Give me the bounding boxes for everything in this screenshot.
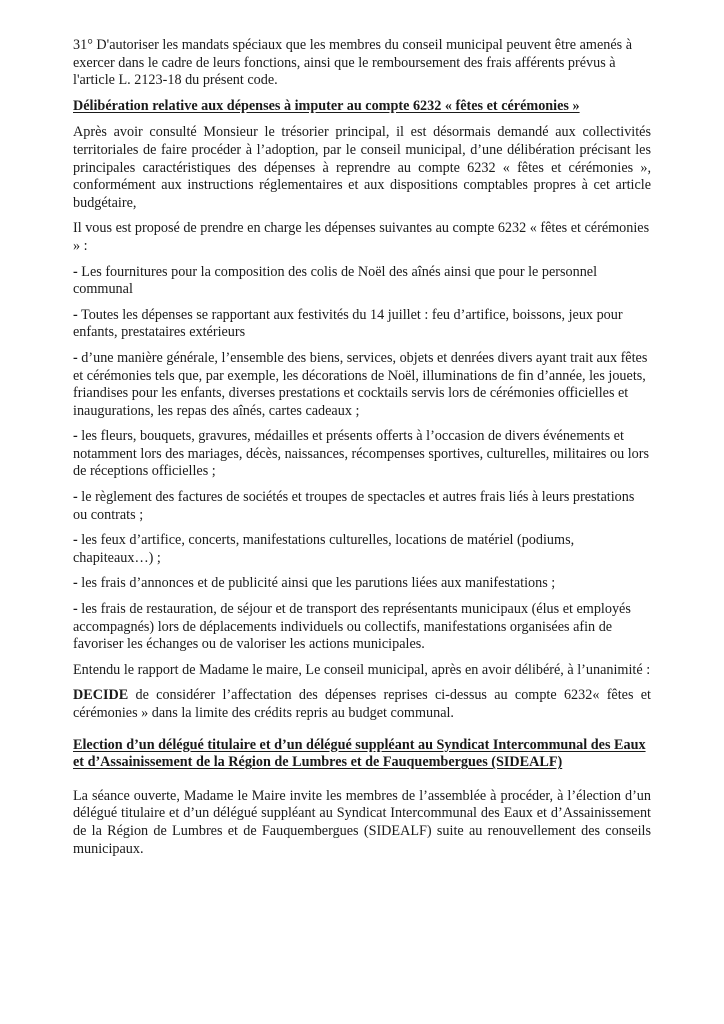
- list-item: [73, 264, 651, 299]
- list-item: [73, 532, 651, 567]
- list-item-text: les feux d’artifice, concerts, manifestations culturelles, locations de matériel (podiums, chapiteaux…) ;: [73, 532, 575, 566]
- list-dash: -: [73, 532, 78, 549]
- paragraph-decision: [73, 687, 651, 722]
- list-item-text: le règlement des factures de sociétés et troupes de spectacles et autres frais liés à leurs prestations ou contrats ;: [73, 489, 635, 523]
- document-page: [73, 37, 651, 866]
- list-item: [73, 428, 651, 481]
- list-item-text: Toutes les dépenses se rapportant aux festivités du 14 juillet : feu d’artifice, boissons, jeux pour enfants, prestataires extérieurs: [73, 306, 623, 341]
- paragraph-report: Entendu le rapport de Madame le maire, Le conseil municipal, après en avoir délibéré, à l’unanimité :: [73, 661, 651, 678]
- list-dash: -: [73, 489, 78, 506]
- list-item-text: les frais d’annonces et de publicité ainsi que les parutions liées aux manifestations ;: [77, 575, 556, 592]
- list-item-text: les fleurs, bouquets, gravures, médailles et présents offerts à l’occasion de divers événements et notamment lors des mariages, décès, naissances, récompenses sportives, culturelles, militaires ou lors de réceptions officielles ;: [73, 428, 650, 480]
- section-heading-sidealf: Election d’un délégué titulaire et d’un délégué suppléant au Syndicat Intercommunal des Eaux et d’Assainissement de la Région de Lumbres et de Fauquembergues (SIDEALF): [73, 736, 646, 771]
- list-item-text: les frais de restauration, de séjour et de transport des représentants municipaux (élus et employés accompagnés) lors de déplacements individuels ou collectifs, manifestations organisées afin de favoriser les échanges ou de valoriser les actions municipales.: [73, 601, 631, 653]
- list-item: [73, 601, 651, 654]
- list-item: [73, 489, 651, 524]
- decision-keyword: DECIDE: [73, 687, 129, 704]
- list-dash: -: [73, 263, 78, 280]
- intro-item-31: 31° D'autoriser les mandats spéciaux que les membres du conseil municipal peuvent être amenés à exercer dans le cadre de leurs fonctions, ainsi que le remboursement des frais afférents prévus à l'article L. 2123-18 du présent code.: [73, 37, 632, 89]
- list-dash: -: [73, 349, 78, 366]
- decision-text: de considérer l’affectation des dépenses reprises ci-dessus au compte 6232« fêtes et cérémonies » dans la limite des crédits repris au budget communal.: [73, 687, 651, 721]
- section-heading-fetes-ceremonies: Délibération relative aux dépenses à imputer au compte 6232 « fêtes et cérémonies »: [73, 97, 580, 114]
- list-item-text: d’une manière générale, l’ensemble des biens, services, objets et denrées divers ayant trait aux fêtes et cérémonies tels que, par exemple, les décorations de Noël, illuminations de fin d’année, les jouets, friandises pour les enfants, diverses prestations et cocktails servis lors de cérémonies officielles et inaugurations, les repas des aînés, cartes cadeaux ;: [73, 349, 648, 419]
- list-item: [73, 350, 651, 420]
- list-item: [73, 575, 651, 593]
- list-dash: -: [73, 306, 78, 323]
- paragraph-proposal: Il vous est proposé de prendre en charge les dépenses suivantes au compte 6232 « fêtes et cérémonies » :: [73, 220, 650, 254]
- list-dash: -: [73, 428, 78, 445]
- list-dash: -: [73, 575, 78, 592]
- list-item: [73, 307, 651, 342]
- list-dash: -: [73, 601, 78, 618]
- list-item-text: Les fournitures pour la composition des colis de Noël des aînés ainsi que pour le personnel communal: [73, 263, 598, 298]
- paragraph-context: Après avoir consulté Monsieur le trésorier principal, il est désormais demandé aux collectivités territoriales de faire procéder à l’adoption, par le conseil municipal, d’une délibération précisant les principales caractéristiques des dépenses à reprendre au compte 6232 « fêtes et cérémonies », conformément aux instructions réglementaires et aux dispositions comptables propres à cet article budgétaire,: [73, 124, 651, 211]
- paragraph-election: La séance ouverte, Madame le Maire invite les membres de l’assemblée à procéder, à l’élection d’un délégué titulaire et d’un délégué suppléant au Syndicat Intercommunal des Eaux et d’Assainissement de la Région de Lumbres et de Fauquembergues (SIDEALF) suite au renouvellement des conseils municipaux.: [73, 787, 651, 857]
